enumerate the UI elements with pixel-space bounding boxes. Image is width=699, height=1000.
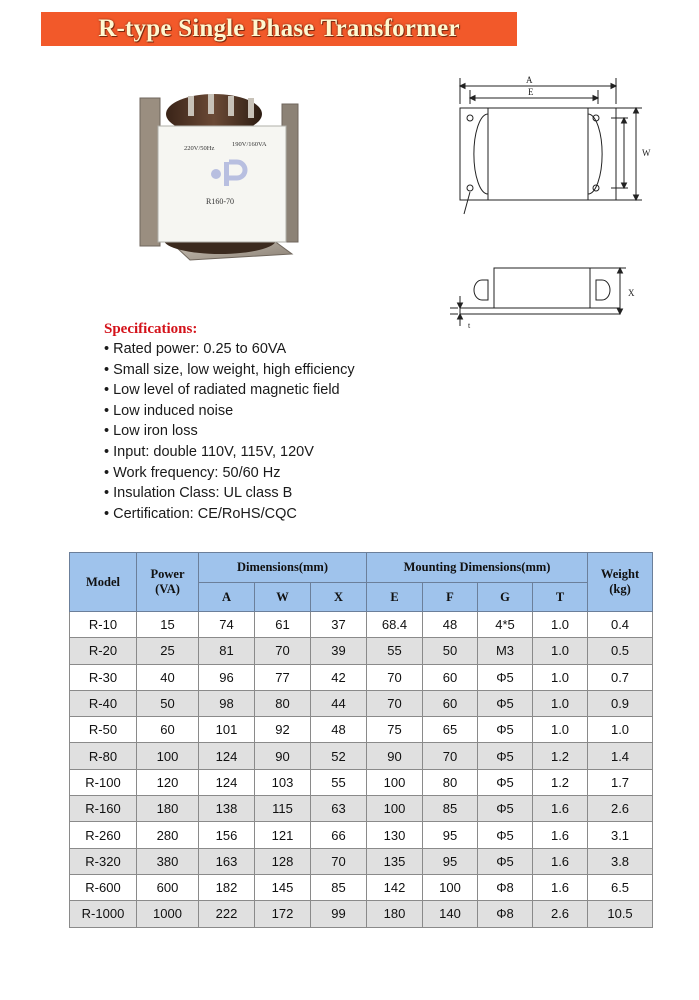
specifications-heading: Specifications: xyxy=(104,321,198,337)
cell-weight: 1.4 xyxy=(588,743,653,769)
photo-label-voltage: 220V/50Hz xyxy=(184,145,215,152)
cell-dim-a: 101 xyxy=(199,717,255,743)
header-power-label: Power xyxy=(150,567,185,581)
cell-mount-f: 100 xyxy=(423,874,478,900)
side-view-drawing xyxy=(448,262,648,338)
cell-dim-a: 156 xyxy=(199,822,255,848)
table-row xyxy=(70,717,653,743)
cell-dim-w: 115 xyxy=(255,796,311,822)
cell-dim-a: 124 xyxy=(199,743,255,769)
transformer-photo xyxy=(132,82,308,278)
cell-dim-x: 85 xyxy=(311,874,367,900)
header-mounting-dimensions: Mounting Dimensions(mm) xyxy=(367,553,588,583)
cell-mount-e: 180 xyxy=(367,901,423,927)
dim-label-x: X xyxy=(628,288,635,298)
cell-mount-e: 142 xyxy=(367,874,423,900)
cell-mount-e: 70 xyxy=(367,690,423,716)
table-row xyxy=(70,612,653,638)
cell-dim-w: 172 xyxy=(255,901,311,927)
cell-dim-x: 39 xyxy=(311,638,367,664)
cell-dim-a: 163 xyxy=(199,848,255,874)
cell-mount-g: Φ5 xyxy=(478,743,533,769)
cell-mount-g: 4*5 xyxy=(478,612,533,638)
spec-item: • Low iron loss xyxy=(104,421,464,442)
header-weight-unit: (kg) xyxy=(609,582,631,596)
cell-dim-x: 55 xyxy=(311,769,367,795)
cell-dim-w: 61 xyxy=(255,612,311,638)
cell-weight: 3.8 xyxy=(588,848,653,874)
cell-dim-x: 63 xyxy=(311,796,367,822)
cell-mount-t: 1.6 xyxy=(533,874,588,900)
cell-model: R-160 xyxy=(70,796,137,822)
header-weight xyxy=(588,553,653,612)
spec-item: • Insulation Class: UL class B xyxy=(104,483,464,504)
page-title: R-type Single Phase Transformer xyxy=(98,15,460,42)
cell-model: R-100 xyxy=(70,769,137,795)
cell-model: R-20 xyxy=(70,638,137,664)
header-a: A xyxy=(199,583,255,612)
cell-mount-t: 1.6 xyxy=(533,822,588,848)
cell-weight: 3.1 xyxy=(588,822,653,848)
cell-mount-f: 60 xyxy=(423,690,478,716)
cell-mount-t: 1.0 xyxy=(533,664,588,690)
spec-item: • Input: double 110V, 115V, 120V xyxy=(104,442,464,463)
table-row xyxy=(70,848,653,874)
table-row xyxy=(70,901,653,927)
cell-mount-e: 68.4 xyxy=(367,612,423,638)
header-power xyxy=(137,553,199,612)
cell-mount-g: Φ5 xyxy=(478,822,533,848)
photo-label-rating: 190V/160VA xyxy=(232,141,267,148)
cell-power: 380 xyxy=(137,848,199,874)
cell-dim-w: 70 xyxy=(255,638,311,664)
cell-dim-a: 96 xyxy=(199,664,255,690)
cell-dim-x: 66 xyxy=(311,822,367,848)
cell-mount-e: 100 xyxy=(367,796,423,822)
cell-mount-t: 1.0 xyxy=(533,638,588,664)
header-t: T xyxy=(533,583,588,612)
cell-model: R-10 xyxy=(70,612,137,638)
cell-mount-f: 95 xyxy=(423,848,478,874)
header-w: W xyxy=(255,583,311,612)
header-dimensions: Dimensions(mm) xyxy=(199,553,367,583)
cell-power: 1000 xyxy=(137,901,199,927)
cell-power: 40 xyxy=(137,664,199,690)
cell-model: R-600 xyxy=(70,874,137,900)
cell-dim-a: 222 xyxy=(199,901,255,927)
header-weight-label: Weight xyxy=(600,567,640,581)
cell-model: R-40 xyxy=(70,690,137,716)
cell-mount-e: 90 xyxy=(367,743,423,769)
cell-weight: 10.5 xyxy=(588,901,653,927)
cell-model: R-260 xyxy=(70,822,137,848)
cell-mount-f: 80 xyxy=(423,769,478,795)
cell-mount-e: 75 xyxy=(367,717,423,743)
cell-dim-w: 103 xyxy=(255,769,311,795)
cell-mount-g: Φ5 xyxy=(478,848,533,874)
table-body xyxy=(70,612,653,928)
cell-power: 280 xyxy=(137,822,199,848)
specifications-section xyxy=(104,319,464,524)
cell-power: 600 xyxy=(137,874,199,900)
cell-mount-g: Φ5 xyxy=(478,717,533,743)
table-row xyxy=(70,822,653,848)
cell-dim-x: 42 xyxy=(311,664,367,690)
cell-dim-a: 124 xyxy=(199,769,255,795)
cell-weight: 1.7 xyxy=(588,769,653,795)
spec-item: • Low level of radiated magnetic field xyxy=(104,380,464,401)
cell-mount-e: 135 xyxy=(367,848,423,874)
cell-mount-f: 48 xyxy=(423,612,478,638)
cell-mount-f: 70 xyxy=(423,743,478,769)
table-row xyxy=(70,743,653,769)
cell-power: 100 xyxy=(137,743,199,769)
cell-mount-t: 1.0 xyxy=(533,612,588,638)
cell-dim-x: 99 xyxy=(311,901,367,927)
cell-power: 25 xyxy=(137,638,199,664)
table-row xyxy=(70,874,653,900)
photo-label-model: R160-70 xyxy=(206,197,234,206)
cell-weight: 1.0 xyxy=(588,717,653,743)
cell-mount-g: M3 xyxy=(478,638,533,664)
cell-dim-w: 145 xyxy=(255,874,311,900)
cell-dim-x: 48 xyxy=(311,717,367,743)
cell-dim-w: 121 xyxy=(255,822,311,848)
header-x: X xyxy=(311,583,367,612)
cell-dim-x: 70 xyxy=(311,848,367,874)
header-f: F xyxy=(423,583,478,612)
model-spec-table xyxy=(69,552,653,928)
cell-model: R-320 xyxy=(70,848,137,874)
dim-label-t: t xyxy=(468,321,471,330)
cell-mount-t: 1.6 xyxy=(533,848,588,874)
cell-dim-a: 182 xyxy=(199,874,255,900)
header-power-unit: (VA) xyxy=(155,582,180,596)
cell-dim-a: 138 xyxy=(199,796,255,822)
cell-weight: 0.7 xyxy=(588,664,653,690)
table-row xyxy=(70,664,653,690)
table-row xyxy=(70,769,653,795)
cell-weight: 2.6 xyxy=(588,796,653,822)
cell-dim-a: 98 xyxy=(199,690,255,716)
cell-weight: 0.5 xyxy=(588,638,653,664)
cell-dim-a: 81 xyxy=(199,638,255,664)
spec-item: • Work frequency: 50/60 Hz xyxy=(104,463,464,484)
table-row xyxy=(70,796,653,822)
cell-weight: 6.5 xyxy=(588,874,653,900)
specifications-list xyxy=(104,339,464,524)
spec-item: • Small size, low weight, high efficiency xyxy=(104,360,464,381)
cell-mount-g: Φ5 xyxy=(478,690,533,716)
cell-mount-g: Φ8 xyxy=(478,901,533,927)
cell-mount-f: 140 xyxy=(423,901,478,927)
cell-dim-x: 44 xyxy=(311,690,367,716)
cell-mount-t: 1.2 xyxy=(533,769,588,795)
cell-dim-a: 74 xyxy=(199,612,255,638)
cell-mount-g: Φ5 xyxy=(478,769,533,795)
cell-dim-w: 90 xyxy=(255,743,311,769)
cell-model: R-50 xyxy=(70,717,137,743)
cell-dim-x: 52 xyxy=(311,743,367,769)
cell-model: R-30 xyxy=(70,664,137,690)
top-view-drawing xyxy=(446,74,658,220)
dim-label-w: W xyxy=(642,148,651,158)
cell-power: 60 xyxy=(137,717,199,743)
cell-mount-e: 130 xyxy=(367,822,423,848)
cell-mount-e: 55 xyxy=(367,638,423,664)
cell-dim-w: 80 xyxy=(255,690,311,716)
cell-model: R-80 xyxy=(70,743,137,769)
spec-item: • Low induced noise xyxy=(104,401,464,422)
cell-mount-g: Φ5 xyxy=(478,664,533,690)
header-model: Model xyxy=(70,553,137,612)
cell-power: 120 xyxy=(137,769,199,795)
spec-item: • Certification: CE/RoHS/CQC xyxy=(104,504,464,525)
cell-dim-w: 128 xyxy=(255,848,311,874)
cell-mount-t: 2.6 xyxy=(533,901,588,927)
dim-label-e: E xyxy=(528,87,534,97)
cell-dim-x: 37 xyxy=(311,612,367,638)
cell-mount-t: 1.0 xyxy=(533,717,588,743)
table-row xyxy=(70,690,653,716)
cell-mount-t: 1.2 xyxy=(533,743,588,769)
cell-mount-e: 70 xyxy=(367,664,423,690)
spec-item: • Rated power: 0.25 to 60VA xyxy=(104,339,464,360)
title-banner xyxy=(41,12,517,46)
cell-weight: 0.4 xyxy=(588,612,653,638)
header-g: G xyxy=(478,583,533,612)
cell-mount-t: 1.0 xyxy=(533,690,588,716)
cell-power: 15 xyxy=(137,612,199,638)
dim-label-a: A xyxy=(526,75,533,85)
cell-weight: 0.9 xyxy=(588,690,653,716)
cell-mount-f: 60 xyxy=(423,664,478,690)
cell-mount-e: 100 xyxy=(367,769,423,795)
cell-mount-f: 85 xyxy=(423,796,478,822)
cell-mount-f: 65 xyxy=(423,717,478,743)
header-e: E xyxy=(367,583,423,612)
cell-power: 180 xyxy=(137,796,199,822)
cell-dim-w: 77 xyxy=(255,664,311,690)
cell-model: R-1000 xyxy=(70,901,137,927)
cell-mount-t: 1.6 xyxy=(533,796,588,822)
cell-mount-f: 50 xyxy=(423,638,478,664)
cell-mount-g: Φ5 xyxy=(478,796,533,822)
cell-mount-g: Φ8 xyxy=(478,874,533,900)
cell-dim-w: 92 xyxy=(255,717,311,743)
cell-power: 50 xyxy=(137,690,199,716)
cell-mount-f: 95 xyxy=(423,822,478,848)
table-row xyxy=(70,638,653,664)
